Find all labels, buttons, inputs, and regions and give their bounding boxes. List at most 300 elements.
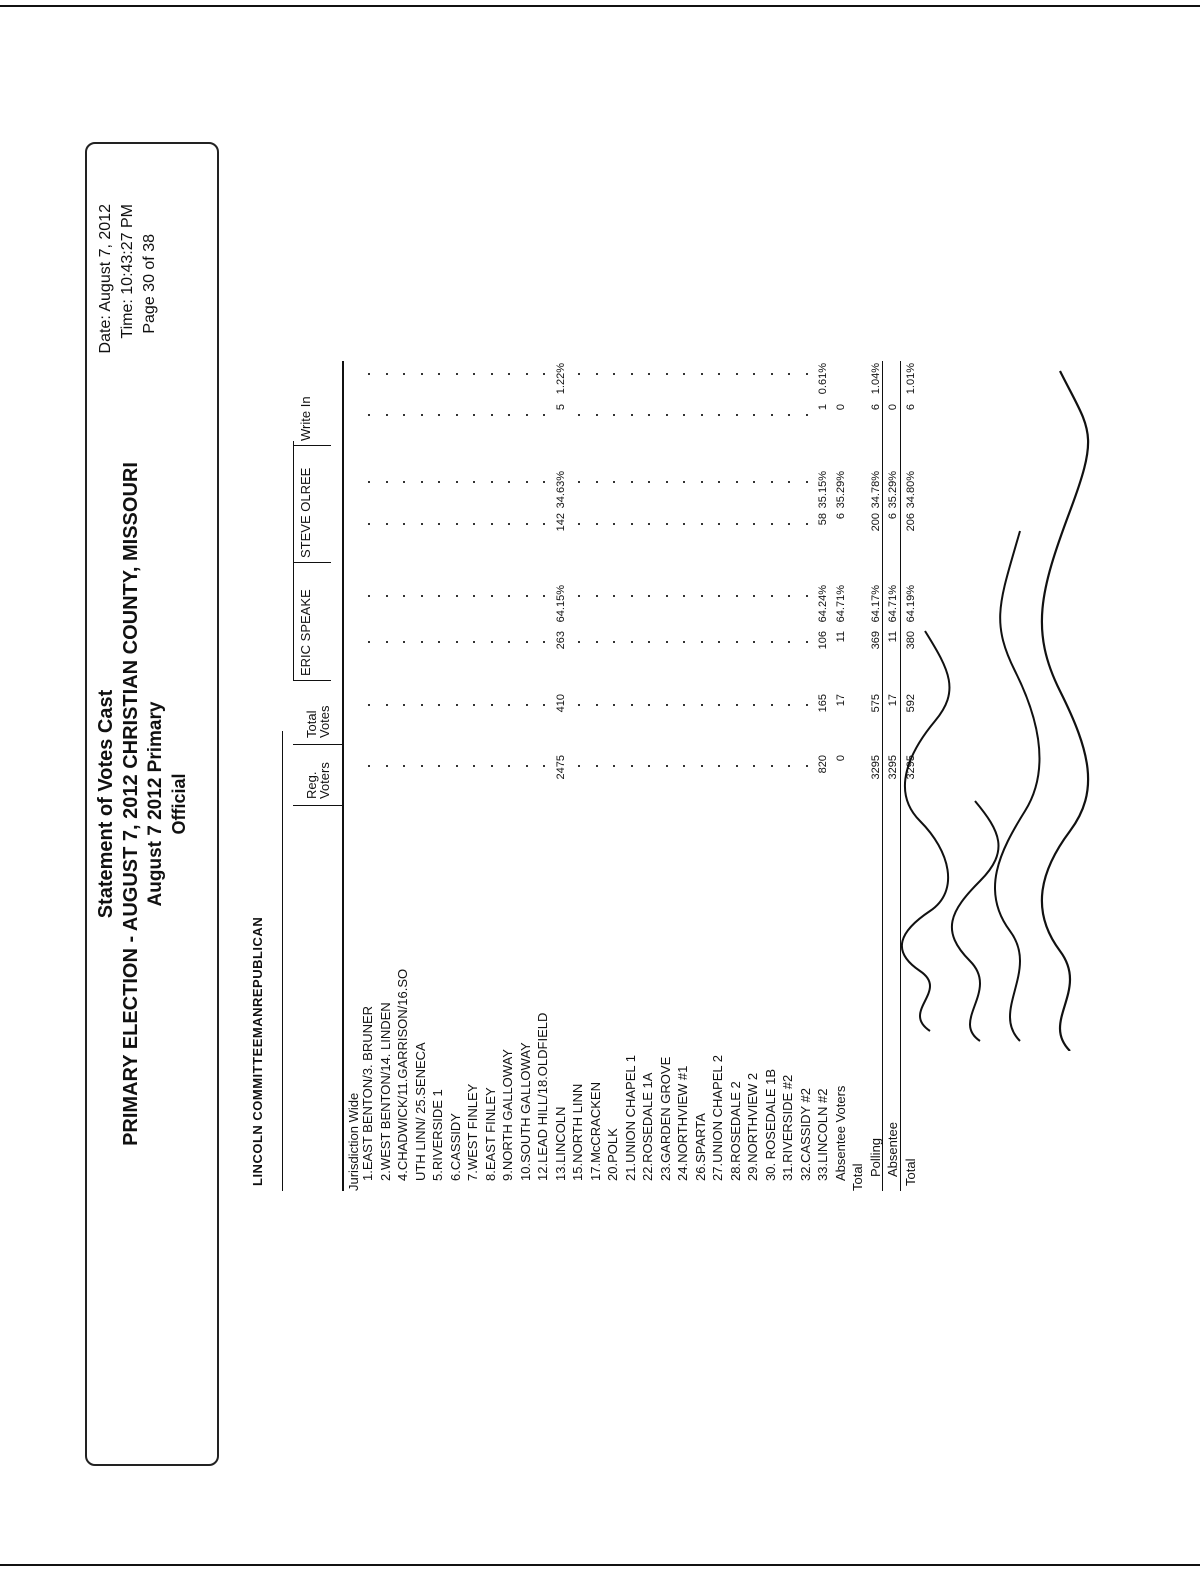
empty-cell-mark xyxy=(543,373,545,375)
empty-cell-mark xyxy=(648,523,650,525)
empty-cell-mark xyxy=(736,481,738,483)
empty-cell-mark xyxy=(508,523,510,525)
empty-cell-mark xyxy=(718,641,720,643)
empty-cell-mark xyxy=(666,414,668,416)
empty-cell-mark xyxy=(613,704,615,706)
empty-cell-mark xyxy=(421,595,423,597)
row-label: 20.POLK xyxy=(605,1128,620,1181)
empty-cell-mark xyxy=(456,765,458,767)
row-label: Absentee xyxy=(885,1122,900,1177)
empty-cell-mark xyxy=(753,765,755,767)
cell-so: 142 xyxy=(554,513,567,532)
cell-so: 6 xyxy=(887,513,899,520)
empty-cell-mark xyxy=(631,595,633,597)
empty-cell-mark xyxy=(386,704,388,706)
empty-cell-mark xyxy=(718,704,720,706)
row-label: 2.WEST BENTON/14. LINDEN xyxy=(377,1002,393,1181)
row-label: 12.LEAD HILL/18.OLDFIELD xyxy=(535,1012,550,1181)
empty-cell-mark xyxy=(508,373,510,375)
row-label: 31.RIVERSIDE #2 xyxy=(780,1074,795,1181)
empty-cell-mark xyxy=(596,414,598,416)
col-reg-voters-1: Reg. xyxy=(304,771,319,799)
cell-wi: 1 xyxy=(817,404,829,411)
empty-cell-mark xyxy=(473,481,475,483)
empty-cell-mark xyxy=(701,481,703,483)
empty-cell-mark xyxy=(788,595,790,597)
empty-cell-mark xyxy=(613,765,615,767)
empty-cell-mark xyxy=(613,414,615,416)
empty-cell-mark xyxy=(666,641,668,643)
empty-cell-mark xyxy=(683,373,685,375)
empty-cell-mark xyxy=(648,414,650,416)
row-label: Absentee Voters xyxy=(832,1085,848,1181)
row-label: 6.CASSIDY xyxy=(447,1113,463,1181)
empty-cell-mark xyxy=(386,481,388,483)
empty-cell-mark xyxy=(771,373,773,375)
empty-cell-mark xyxy=(701,704,703,706)
empty-cell-mark xyxy=(543,523,545,525)
cell-so-pct: 34.78% xyxy=(869,471,882,509)
empty-cell-mark xyxy=(683,481,685,483)
empty-cell-mark xyxy=(596,481,598,483)
empty-cell-mark xyxy=(771,765,773,767)
col-steve-olree: STEVE OLREE xyxy=(298,467,313,558)
empty-cell-mark xyxy=(771,523,773,525)
empty-cell-mark xyxy=(438,481,440,483)
cell-es-pct: 64.17% xyxy=(869,585,882,623)
empty-cell-mark xyxy=(788,704,790,706)
header-box xyxy=(85,142,219,1466)
row-label: 24.NORTHVIEW #1 xyxy=(675,1065,690,1181)
col-write-in: Write In xyxy=(298,396,313,441)
cell-es-pct: 64.71% xyxy=(887,585,899,623)
empty-cell-mark xyxy=(386,641,388,643)
empty-cell-mark xyxy=(508,641,510,643)
cell-wi: 6 xyxy=(869,404,882,411)
empty-cell-mark xyxy=(631,765,633,767)
empty-cell-mark xyxy=(543,414,545,416)
empty-cell-mark xyxy=(386,765,388,767)
empty-cell-mark xyxy=(473,523,475,525)
row-label: 9.NORTH GALLOWAY xyxy=(500,1049,515,1181)
empty-cell-mark xyxy=(578,523,580,525)
cell-so: 6 xyxy=(834,513,847,520)
empty-cell-mark xyxy=(683,523,685,525)
empty-cell-mark xyxy=(736,704,738,706)
empty-cell-mark xyxy=(736,373,738,375)
empty-cell-mark xyxy=(806,641,808,643)
empty-cell-mark xyxy=(683,595,685,597)
cell-so-pct: 34.63% xyxy=(554,471,567,509)
empty-cell-mark xyxy=(421,704,423,706)
election-title: PRIMARY ELECTION - AUGUST 7, 2012 CHRISTIAN COUNTY, MISSOURI xyxy=(120,462,142,1146)
col-total-votes-2: Votes xyxy=(317,705,332,738)
empty-cell-mark xyxy=(386,595,388,597)
empty-cell-mark xyxy=(508,765,510,767)
election-subtitle: August 7 2012 Primary xyxy=(145,701,166,907)
empty-cell-mark xyxy=(701,414,703,416)
empty-cell-mark xyxy=(806,595,808,597)
empty-cell-mark xyxy=(806,481,808,483)
empty-cell-mark xyxy=(491,481,493,483)
signature-block xyxy=(890,331,1120,1051)
empty-cell-mark xyxy=(543,765,545,767)
col-jurisdiction: Jurisdiction Wide xyxy=(346,1092,361,1191)
empty-cell-mark xyxy=(648,481,650,483)
cell-reg: 0 xyxy=(834,755,847,762)
col-eric-speake: ERIC SPEAKE xyxy=(298,589,313,676)
empty-cell-mark xyxy=(403,481,405,483)
contest-title: LINCOLN COMMITTEEMANREPUBLICAN xyxy=(250,916,265,1186)
empty-cell-mark xyxy=(613,595,615,597)
empty-cell-mark xyxy=(806,765,808,767)
cell-wi: 0 xyxy=(887,404,899,411)
empty-cell-mark xyxy=(806,704,808,706)
empty-cell-mark xyxy=(368,641,370,643)
empty-cell-mark xyxy=(578,481,580,483)
empty-cell-mark xyxy=(648,641,650,643)
empty-cell-mark xyxy=(491,523,493,525)
empty-cell-mark xyxy=(368,595,370,597)
empty-cell-mark xyxy=(753,595,755,597)
row-label: 17.McCRACKEN xyxy=(587,1082,603,1181)
empty-cell-mark xyxy=(368,765,370,767)
empty-cell-mark xyxy=(491,765,493,767)
empty-cell-mark xyxy=(438,523,440,525)
empty-cell-mark xyxy=(753,373,755,375)
empty-cell-mark xyxy=(788,373,790,375)
empty-cell-mark xyxy=(666,595,668,597)
cell-wi-pct: 1.04% xyxy=(869,363,882,395)
empty-cell-mark xyxy=(578,765,580,767)
empty-cell-mark xyxy=(438,704,440,706)
empty-cell-mark xyxy=(473,414,475,416)
empty-cell-mark xyxy=(683,765,685,767)
empty-cell-mark xyxy=(596,373,598,375)
empty-cell-mark xyxy=(578,641,580,643)
cell-reg: 820 xyxy=(817,755,829,774)
empty-cell-mark xyxy=(473,765,475,767)
empty-cell-mark xyxy=(718,765,720,767)
empty-cell-mark xyxy=(666,704,668,706)
col-reg-voters-2: Voters xyxy=(317,762,332,799)
empty-cell-mark xyxy=(631,481,633,483)
empty-cell-mark xyxy=(438,641,440,643)
empty-cell-mark xyxy=(543,641,545,643)
col-divider-4 xyxy=(293,562,331,563)
signature-3 xyxy=(995,531,1040,1041)
empty-cell-mark xyxy=(543,481,545,483)
empty-cell-mark xyxy=(666,481,668,483)
empty-cell-mark xyxy=(788,414,790,416)
cell-es: 263 xyxy=(554,631,567,650)
row-label: 26.SPARTA xyxy=(692,1113,708,1181)
empty-cell-mark xyxy=(806,373,808,375)
empty-cell-mark xyxy=(438,373,440,375)
empty-cell-mark xyxy=(403,414,405,416)
cell-es-pct: 64.24% xyxy=(817,585,829,623)
empty-cell-mark xyxy=(771,595,773,597)
empty-cell-mark xyxy=(456,414,458,416)
cell-es: 369 xyxy=(869,631,882,650)
empty-cell-mark xyxy=(666,523,668,525)
empty-cell-mark xyxy=(771,641,773,643)
empty-cell-mark xyxy=(526,704,528,706)
cell-es: 106 xyxy=(817,631,829,650)
empty-cell-mark xyxy=(701,641,703,643)
empty-cell-mark xyxy=(771,481,773,483)
empty-cell-mark xyxy=(666,765,668,767)
empty-cell-mark xyxy=(683,704,685,706)
empty-cell-mark xyxy=(456,523,458,525)
cell-so-pct: 34.80% xyxy=(904,471,917,509)
empty-cell-mark xyxy=(543,704,545,706)
row-label: Total xyxy=(902,1158,918,1186)
cell-total: 17 xyxy=(834,694,847,707)
cell-total: 592 xyxy=(904,694,917,713)
empty-cell-mark xyxy=(648,704,650,706)
empty-cell-mark xyxy=(578,414,580,416)
header-bottom-line xyxy=(342,361,344,1191)
empty-cell-mark xyxy=(438,765,440,767)
row-label: 8.EAST FINLEY xyxy=(482,1087,498,1181)
cell-so: 206 xyxy=(904,513,917,532)
cell-wi-pct: 1.22% xyxy=(554,363,567,395)
empty-cell-mark xyxy=(508,704,510,706)
empty-cell-mark xyxy=(683,414,685,416)
empty-cell-mark xyxy=(526,765,528,767)
empty-cell-mark xyxy=(718,595,720,597)
cell-es: 11 xyxy=(834,631,847,643)
row-label: 13.LINCOLN xyxy=(552,1106,568,1181)
signature-2 xyxy=(952,801,999,1041)
row-label: 1.EAST BENTON/3. BRUNER xyxy=(360,1005,375,1181)
empty-cell-mark xyxy=(386,373,388,375)
cell-reg: 3295 xyxy=(904,755,917,780)
cell-total: 165 xyxy=(817,694,829,713)
empty-cell-mark xyxy=(736,765,738,767)
empty-cell-mark xyxy=(473,373,475,375)
empty-cell-mark xyxy=(491,373,493,375)
cell-wi: 6 xyxy=(904,404,917,411)
empty-cell-mark xyxy=(421,373,423,375)
empty-cell-mark xyxy=(403,641,405,643)
empty-cell-mark xyxy=(753,704,755,706)
empty-cell-mark xyxy=(421,765,423,767)
total-line-top xyxy=(882,361,883,1191)
candidate-header-line xyxy=(293,441,294,681)
empty-cell-mark xyxy=(473,595,475,597)
col-total-votes-1: Total xyxy=(304,710,319,738)
row-label: 30. ROSEDALE 1B xyxy=(762,1069,778,1181)
empty-cell-mark xyxy=(456,595,458,597)
cell-es-pct: 64.71% xyxy=(834,585,847,623)
empty-cell-mark xyxy=(718,414,720,416)
empty-cell-mark xyxy=(508,595,510,597)
empty-cell-mark xyxy=(596,641,598,643)
col-divider-1 xyxy=(293,805,343,806)
empty-cell-mark xyxy=(736,595,738,597)
row-label: Polling xyxy=(867,1137,883,1177)
empty-cell-mark xyxy=(736,414,738,416)
empty-cell-mark xyxy=(596,765,598,767)
empty-cell-mark xyxy=(596,523,598,525)
row-label: 33.LINCOLN #2 xyxy=(815,1088,830,1181)
row-label: 15.NORTH LINN xyxy=(570,1083,585,1181)
empty-cell-mark xyxy=(631,414,633,416)
empty-cell-mark xyxy=(631,641,633,643)
cell-so-pct: 35.15% xyxy=(817,471,829,509)
empty-cell-mark xyxy=(753,641,755,643)
empty-cell-mark xyxy=(806,523,808,525)
row-label: 10.SOUTH GALLOWAY xyxy=(517,1042,533,1181)
empty-cell-mark xyxy=(421,481,423,483)
empty-cell-mark xyxy=(456,704,458,706)
empty-cell-mark xyxy=(456,641,458,643)
empty-cell-mark xyxy=(491,704,493,706)
empty-cell-mark xyxy=(788,641,790,643)
row-label: UTH LINN/ 25.SENECA xyxy=(412,1042,428,1181)
empty-cell-mark xyxy=(596,595,598,597)
empty-cell-mark xyxy=(526,373,528,375)
cell-total: 17 xyxy=(887,694,899,707)
empty-cell-mark xyxy=(613,481,615,483)
empty-cell-mark xyxy=(491,641,493,643)
empty-cell-mark xyxy=(403,523,405,525)
col-divider-2 xyxy=(293,744,343,745)
cell-total: 575 xyxy=(869,694,882,713)
empty-cell-mark xyxy=(701,595,703,597)
empty-cell-mark xyxy=(718,373,720,375)
empty-cell-mark xyxy=(736,641,738,643)
empty-cell-mark xyxy=(718,523,720,525)
cell-wi: 5 xyxy=(554,404,567,411)
empty-cell-mark xyxy=(491,414,493,416)
empty-cell-mark xyxy=(701,523,703,525)
empty-cell-mark xyxy=(386,414,388,416)
row-label: 4.CHADWICK/11.GARRISON/16.SO xyxy=(395,968,410,1181)
empty-cell-mark xyxy=(403,373,405,375)
cell-wi: 0 xyxy=(834,404,847,411)
empty-cell-mark xyxy=(438,595,440,597)
empty-cell-mark xyxy=(631,704,633,706)
empty-cell-mark xyxy=(631,523,633,525)
report-title: Statement of Votes Cast xyxy=(95,689,117,919)
empty-cell-mark xyxy=(753,523,755,525)
empty-cell-mark xyxy=(473,704,475,706)
col-divider-3 xyxy=(293,680,331,681)
empty-cell-mark xyxy=(368,373,370,375)
empty-cell-mark xyxy=(578,373,580,375)
empty-cell-mark xyxy=(753,481,755,483)
signature-4 xyxy=(1042,371,1088,1051)
signature-1 xyxy=(902,631,950,1031)
cell-wi-pct: 1.01% xyxy=(904,363,917,395)
empty-cell-mark xyxy=(771,704,773,706)
empty-cell-mark xyxy=(526,641,528,643)
empty-cell-mark xyxy=(788,481,790,483)
cell-so: 58 xyxy=(817,513,829,526)
empty-cell-mark xyxy=(368,481,370,483)
empty-cell-mark xyxy=(491,595,493,597)
empty-cell-mark xyxy=(666,373,668,375)
empty-cell-mark xyxy=(578,595,580,597)
empty-cell-mark xyxy=(403,704,405,706)
empty-cell-mark xyxy=(526,595,528,597)
empty-cell-mark xyxy=(806,414,808,416)
cell-so-pct: 35.29% xyxy=(887,471,899,509)
row-label: 23.GARDEN GROVE xyxy=(657,1056,673,1181)
empty-cell-mark xyxy=(736,523,738,525)
empty-cell-mark xyxy=(648,765,650,767)
header-top-line xyxy=(282,731,283,1191)
empty-cell-mark xyxy=(683,641,685,643)
empty-cell-mark xyxy=(421,523,423,525)
empty-cell-mark xyxy=(421,641,423,643)
empty-cell-mark xyxy=(578,704,580,706)
report-time: Time: 10:43:27 PM xyxy=(119,204,136,339)
col-divider-5 xyxy=(293,445,331,446)
empty-cell-mark xyxy=(543,595,545,597)
page-number: Page 30 of 38 xyxy=(141,234,158,334)
row-label: 29.NORTHVIEW 2 xyxy=(745,1072,760,1181)
empty-cell-mark xyxy=(701,373,703,375)
cell-es: 11 xyxy=(887,631,899,643)
row-label: 32.CASSIDY #2 xyxy=(797,1088,813,1181)
empty-cell-mark xyxy=(508,481,510,483)
empty-cell-mark xyxy=(701,765,703,767)
row-label: 21.UNION CHAPEL 1 xyxy=(622,1055,638,1181)
cell-wi-pct: 0.61% xyxy=(817,363,829,395)
empty-cell-mark xyxy=(526,481,528,483)
empty-cell-mark xyxy=(526,414,528,416)
empty-cell-mark xyxy=(368,414,370,416)
row-label: Total xyxy=(850,1163,865,1191)
cell-reg: 3295 xyxy=(887,755,899,780)
empty-cell-mark xyxy=(456,481,458,483)
row-label: 27.UNION CHAPEL 2 xyxy=(710,1055,725,1181)
empty-cell-mark xyxy=(613,523,615,525)
empty-cell-mark xyxy=(403,765,405,767)
empty-cell-mark xyxy=(648,595,650,597)
empty-cell-mark xyxy=(438,414,440,416)
cell-es-pct: 64.19% xyxy=(904,585,917,623)
empty-cell-mark xyxy=(456,373,458,375)
empty-cell-mark xyxy=(421,414,423,416)
empty-cell-mark xyxy=(631,373,633,375)
row-label: 5.RIVERSIDE 1 xyxy=(430,1089,445,1181)
row-label: 28.ROSEDALE 2 xyxy=(727,1081,743,1181)
row-label: 22.ROSEDALE 1A xyxy=(640,1072,655,1181)
empty-cell-mark xyxy=(771,414,773,416)
empty-cell-mark xyxy=(753,414,755,416)
empty-cell-mark xyxy=(368,704,370,706)
empty-cell-mark xyxy=(368,523,370,525)
empty-cell-mark xyxy=(788,765,790,767)
empty-cell-mark xyxy=(473,641,475,643)
cell-so: 200 xyxy=(869,513,882,532)
empty-cell-mark xyxy=(508,414,510,416)
empty-cell-mark xyxy=(613,641,615,643)
official-label: Official xyxy=(169,773,189,835)
empty-cell-mark xyxy=(718,481,720,483)
cell-es-pct: 64.15% xyxy=(554,585,567,623)
empty-cell-mark xyxy=(403,595,405,597)
empty-cell-mark xyxy=(613,373,615,375)
empty-cell-mark xyxy=(596,704,598,706)
report-date: Date: August 7, 2012 xyxy=(97,204,114,354)
row-label: 7.WEST FINLEY xyxy=(465,1083,480,1181)
